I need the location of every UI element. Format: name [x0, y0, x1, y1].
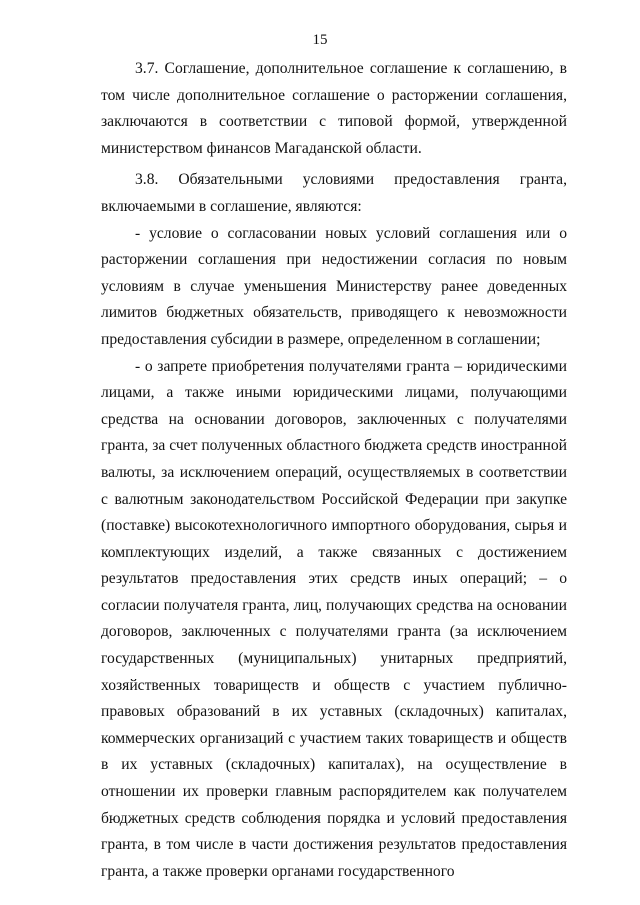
page-number: 15: [312, 32, 328, 48]
paragraph-3-8: 3.8. Обязательными условиями предоставления гранта, включаемыми в соглашение, являются:: [101, 171, 567, 215]
list-item-prohibition-currency: - о запрете приобретения получателями гранта – юридическими лицами, а также иными юридическими лицами, получающими средства на основании договоров, заключенных с получателями гранта, за счет полученных областного бюджета средств иностранной валюты, за исключением операций, осуществляемых в соответствии с валютным законодательством Российской Федерации при закупке (поставке) высокотехнологичного импортного оборудования, сырья и комплектующих изделий, а также связанных с достижением результатов предоставления этих средств иных операций; – о согласии получателя гранта, лиц, получающих средства на основании договоров, заключенных с получателями гранта (за исключением государственных (муниципальных) унитарных предприятий, хозяйственных товариществ и обществ с участием публично-правовых образований в их уставных (складочных) капиталах, коммерческих организаций с участием таких товариществ и обществ в их уставных (складочных) капиталах), на осуществление в отношении их проверки главным распорядителем как получателем бюджетных средств соблюдения порядка и условий предоставления гранта, в том числе в части достижения результатов предоставления гранта, а также проверки органами государственного: [101, 357, 567, 880]
document-body: [101, 56, 567, 885]
list-item-condition-agreement: - условие о согласовании новых условий соглашения или о расторжении соглашения при недостижении согласия по новым условиям в случае уменьшения Министерству ранее доведенных лимитов бюджетных обязательств, приводящего к невозможности предоставления субсидии в размере, определенном в соглашении;: [101, 224, 567, 348]
paragraph-3-7: 3.7. Соглашение, дополнительное соглашение к соглашению, в том числе дополнительное соглашение о расторжении соглашения, заключаются в соответствии с типовой формой, утвержденной министерством финансов Магаданской области.: [101, 60, 567, 157]
